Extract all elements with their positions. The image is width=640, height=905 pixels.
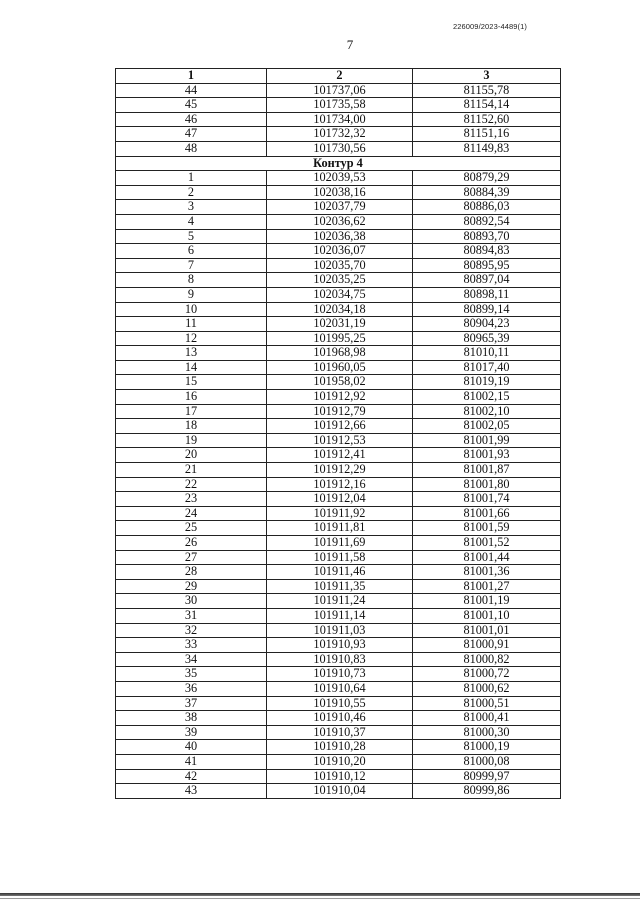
cell-y-coordinate: 80879,29 bbox=[413, 171, 561, 186]
cell-x-coordinate: 101912,29 bbox=[267, 463, 413, 478]
cell-point-number: 21 bbox=[116, 463, 267, 478]
cell-x-coordinate: 101910,64 bbox=[267, 681, 413, 696]
column-header-y: 3 bbox=[413, 69, 561, 84]
cell-x-coordinate: 102035,25 bbox=[267, 273, 413, 288]
cell-x-coordinate: 101910,46 bbox=[267, 711, 413, 726]
table-row bbox=[116, 375, 561, 390]
document-id: 226009/2023-4489(1) bbox=[452, 22, 527, 31]
table-row bbox=[116, 521, 561, 536]
cell-y-coordinate: 80965,39 bbox=[413, 331, 561, 346]
table-row bbox=[116, 302, 561, 317]
cell-y-coordinate: 80999,86 bbox=[413, 784, 561, 799]
cell-x-coordinate: 102035,70 bbox=[267, 258, 413, 273]
table-row bbox=[116, 536, 561, 551]
cell-point-number: 15 bbox=[116, 375, 267, 390]
cell-point-number: 37 bbox=[116, 696, 267, 711]
cell-y-coordinate: 81001,01 bbox=[413, 623, 561, 638]
table-body-previous-contour bbox=[116, 83, 561, 156]
cell-point-number: 48 bbox=[116, 141, 267, 156]
contour-heading-row bbox=[116, 156, 561, 171]
table-row bbox=[116, 112, 561, 127]
cell-point-number: 23 bbox=[116, 492, 267, 507]
cell-x-coordinate: 102039,53 bbox=[267, 171, 413, 186]
cell-point-number: 9 bbox=[116, 287, 267, 302]
cell-x-coordinate: 101911,58 bbox=[267, 550, 413, 565]
table-row bbox=[116, 579, 561, 594]
cell-y-coordinate: 81002,05 bbox=[413, 419, 561, 434]
cell-point-number: 46 bbox=[116, 112, 267, 127]
cell-x-coordinate: 101995,25 bbox=[267, 331, 413, 346]
cell-y-coordinate: 81000,82 bbox=[413, 652, 561, 667]
table-row bbox=[116, 273, 561, 288]
cell-y-coordinate: 81001,52 bbox=[413, 536, 561, 551]
cell-point-number: 31 bbox=[116, 608, 267, 623]
cell-x-coordinate: 101912,79 bbox=[267, 404, 413, 419]
table-row bbox=[116, 171, 561, 186]
cell-x-coordinate: 101734,00 bbox=[267, 112, 413, 127]
cell-y-coordinate: 81152,60 bbox=[413, 112, 561, 127]
cell-point-number: 30 bbox=[116, 594, 267, 609]
cell-x-coordinate: 101911,24 bbox=[267, 594, 413, 609]
cell-x-coordinate: 102034,75 bbox=[267, 287, 413, 302]
cell-x-coordinate: 101730,56 bbox=[267, 141, 413, 156]
table-row bbox=[116, 433, 561, 448]
table-header-row bbox=[116, 69, 561, 84]
cell-y-coordinate: 81001,66 bbox=[413, 506, 561, 521]
footer-rule bbox=[0, 893, 640, 896]
cell-y-coordinate: 81001,93 bbox=[413, 448, 561, 463]
cell-x-coordinate: 101910,93 bbox=[267, 638, 413, 653]
cell-point-number: 34 bbox=[116, 652, 267, 667]
cell-x-coordinate: 101737,06 bbox=[267, 83, 413, 98]
column-header-number: 1 bbox=[116, 69, 267, 84]
table-row bbox=[116, 550, 561, 565]
table-row bbox=[116, 419, 561, 434]
cell-x-coordinate: 101910,83 bbox=[267, 652, 413, 667]
cell-point-number: 28 bbox=[116, 565, 267, 580]
coordinates-table bbox=[115, 68, 561, 799]
cell-y-coordinate: 80895,95 bbox=[413, 258, 561, 273]
cell-x-coordinate: 101911,69 bbox=[267, 536, 413, 551]
cell-x-coordinate: 101911,81 bbox=[267, 521, 413, 536]
cell-x-coordinate: 101910,55 bbox=[267, 696, 413, 711]
table-row bbox=[116, 608, 561, 623]
table-row bbox=[116, 317, 561, 332]
cell-x-coordinate: 102036,07 bbox=[267, 244, 413, 259]
cell-y-coordinate: 81000,19 bbox=[413, 740, 561, 755]
cell-y-coordinate: 81001,87 bbox=[413, 463, 561, 478]
cell-y-coordinate: 81000,30 bbox=[413, 725, 561, 740]
cell-point-number: 35 bbox=[116, 667, 267, 682]
cell-point-number: 20 bbox=[116, 448, 267, 463]
cell-x-coordinate: 101732,32 bbox=[267, 127, 413, 142]
table-row bbox=[116, 390, 561, 405]
table-row bbox=[116, 200, 561, 215]
page-number: 7 bbox=[346, 37, 354, 52]
cell-x-coordinate: 101910,73 bbox=[267, 667, 413, 682]
cell-y-coordinate: 80892,54 bbox=[413, 214, 561, 229]
cell-y-coordinate: 81000,62 bbox=[413, 681, 561, 696]
table-row bbox=[116, 740, 561, 755]
cell-y-coordinate: 81000,41 bbox=[413, 711, 561, 726]
table-row bbox=[116, 696, 561, 711]
table-row bbox=[116, 754, 561, 769]
cell-y-coordinate: 81154,14 bbox=[413, 98, 561, 113]
cell-point-number: 3 bbox=[116, 200, 267, 215]
table-row bbox=[116, 667, 561, 682]
table-row bbox=[116, 346, 561, 361]
cell-point-number: 12 bbox=[116, 331, 267, 346]
cell-y-coordinate: 81001,44 bbox=[413, 550, 561, 565]
cell-y-coordinate: 81001,27 bbox=[413, 579, 561, 594]
cell-y-coordinate: 81017,40 bbox=[413, 360, 561, 375]
cell-point-number: 4 bbox=[116, 214, 267, 229]
column-header-x: 2 bbox=[267, 69, 413, 84]
table-row bbox=[116, 83, 561, 98]
cell-y-coordinate: 81001,10 bbox=[413, 608, 561, 623]
cell-point-number: 45 bbox=[116, 98, 267, 113]
table-row bbox=[116, 725, 561, 740]
cell-y-coordinate: 81000,72 bbox=[413, 667, 561, 682]
cell-point-number: 26 bbox=[116, 536, 267, 551]
cell-y-coordinate: 80884,39 bbox=[413, 185, 561, 200]
table-row bbox=[116, 404, 561, 419]
cell-y-coordinate: 81001,99 bbox=[413, 433, 561, 448]
cell-x-coordinate: 101911,46 bbox=[267, 565, 413, 580]
cell-x-coordinate: 101735,58 bbox=[267, 98, 413, 113]
cell-x-coordinate: 101911,03 bbox=[267, 623, 413, 638]
cell-y-coordinate: 81000,51 bbox=[413, 696, 561, 711]
cell-y-coordinate: 80898,11 bbox=[413, 287, 561, 302]
cell-y-coordinate: 81001,74 bbox=[413, 492, 561, 507]
table-row bbox=[116, 638, 561, 653]
cell-y-coordinate: 81149,83 bbox=[413, 141, 561, 156]
cell-x-coordinate: 101910,28 bbox=[267, 740, 413, 755]
cell-x-coordinate: 101911,14 bbox=[267, 608, 413, 623]
table-row bbox=[116, 784, 561, 799]
cell-point-number: 39 bbox=[116, 725, 267, 740]
cell-y-coordinate: 81155,78 bbox=[413, 83, 561, 98]
cell-y-coordinate: 80899,14 bbox=[413, 302, 561, 317]
cell-x-coordinate: 101912,16 bbox=[267, 477, 413, 492]
cell-point-number: 47 bbox=[116, 127, 267, 142]
cell-y-coordinate: 81001,36 bbox=[413, 565, 561, 580]
cell-x-coordinate: 102036,38 bbox=[267, 229, 413, 244]
cell-point-number: 8 bbox=[116, 273, 267, 288]
table-row bbox=[116, 652, 561, 667]
cell-x-coordinate: 101960,05 bbox=[267, 360, 413, 375]
cell-x-coordinate: 102038,16 bbox=[267, 185, 413, 200]
table-row bbox=[116, 463, 561, 478]
table-row bbox=[116, 711, 561, 726]
cell-y-coordinate: 81001,19 bbox=[413, 594, 561, 609]
cell-point-number: 32 bbox=[116, 623, 267, 638]
cell-x-coordinate: 102034,18 bbox=[267, 302, 413, 317]
table-row bbox=[116, 331, 561, 346]
cell-point-number: 10 bbox=[116, 302, 267, 317]
table-row bbox=[116, 360, 561, 375]
cell-x-coordinate: 101912,53 bbox=[267, 433, 413, 448]
cell-point-number: 25 bbox=[116, 521, 267, 536]
table-row bbox=[116, 477, 561, 492]
table-row bbox=[116, 492, 561, 507]
table-row bbox=[116, 141, 561, 156]
cell-point-number: 19 bbox=[116, 433, 267, 448]
table-row bbox=[116, 565, 561, 580]
cell-point-number: 33 bbox=[116, 638, 267, 653]
cell-y-coordinate: 81019,19 bbox=[413, 375, 561, 390]
cell-y-coordinate: 81002,15 bbox=[413, 390, 561, 405]
cell-point-number: 27 bbox=[116, 550, 267, 565]
cell-point-number: 38 bbox=[116, 711, 267, 726]
cell-y-coordinate: 80897,04 bbox=[413, 273, 561, 288]
cell-x-coordinate: 101958,02 bbox=[267, 375, 413, 390]
cell-y-coordinate: 81151,16 bbox=[413, 127, 561, 142]
cell-point-number: 44 bbox=[116, 83, 267, 98]
cell-point-number: 13 bbox=[116, 346, 267, 361]
cell-x-coordinate: 101912,04 bbox=[267, 492, 413, 507]
cell-point-number: 16 bbox=[116, 390, 267, 405]
table-row bbox=[116, 185, 561, 200]
cell-point-number: 7 bbox=[116, 258, 267, 273]
table-body-contour-4 bbox=[116, 171, 561, 799]
footer-rule-thin bbox=[0, 898, 640, 899]
table-row bbox=[116, 214, 561, 229]
table-row bbox=[116, 594, 561, 609]
cell-point-number: 17 bbox=[116, 404, 267, 419]
table-row bbox=[116, 769, 561, 784]
cell-point-number: 5 bbox=[116, 229, 267, 244]
cell-point-number: 14 bbox=[116, 360, 267, 375]
table-row bbox=[116, 127, 561, 142]
cell-y-coordinate: 81001,80 bbox=[413, 477, 561, 492]
table-row bbox=[116, 506, 561, 521]
cell-x-coordinate: 101911,35 bbox=[267, 579, 413, 594]
cell-y-coordinate: 80893,70 bbox=[413, 229, 561, 244]
cell-x-coordinate: 101910,37 bbox=[267, 725, 413, 740]
cell-point-number: 29 bbox=[116, 579, 267, 594]
cell-point-number: 6 bbox=[116, 244, 267, 259]
table-row bbox=[116, 681, 561, 696]
contour-heading-group bbox=[116, 156, 561, 171]
cell-point-number: 22 bbox=[116, 477, 267, 492]
cell-x-coordinate: 101910,20 bbox=[267, 754, 413, 769]
cell-y-coordinate: 80999,97 bbox=[413, 769, 561, 784]
table-row bbox=[116, 287, 561, 302]
cell-y-coordinate: 80904,23 bbox=[413, 317, 561, 332]
cell-x-coordinate: 101910,04 bbox=[267, 784, 413, 799]
cell-point-number: 24 bbox=[116, 506, 267, 521]
table-row bbox=[116, 623, 561, 638]
cell-point-number: 40 bbox=[116, 740, 267, 755]
cell-y-coordinate: 81010,11 bbox=[413, 346, 561, 361]
cell-x-coordinate: 102037,79 bbox=[267, 200, 413, 215]
cell-x-coordinate: 102031,19 bbox=[267, 317, 413, 332]
cell-point-number: 11 bbox=[116, 317, 267, 332]
cell-point-number: 1 bbox=[116, 171, 267, 186]
cell-point-number: 18 bbox=[116, 419, 267, 434]
cell-y-coordinate: 81000,91 bbox=[413, 638, 561, 653]
contour-heading: Контур 4 bbox=[116, 156, 561, 171]
cell-point-number: 2 bbox=[116, 185, 267, 200]
cell-y-coordinate: 81002,10 bbox=[413, 404, 561, 419]
cell-y-coordinate: 80894,83 bbox=[413, 244, 561, 259]
table-row bbox=[116, 229, 561, 244]
cell-x-coordinate: 101912,66 bbox=[267, 419, 413, 434]
table-row bbox=[116, 448, 561, 463]
cell-x-coordinate: 101910,12 bbox=[267, 769, 413, 784]
cell-x-coordinate: 102036,62 bbox=[267, 214, 413, 229]
cell-x-coordinate: 101912,92 bbox=[267, 390, 413, 405]
table-row bbox=[116, 258, 561, 273]
cell-y-coordinate: 81001,59 bbox=[413, 521, 561, 536]
cell-point-number: 42 bbox=[116, 769, 267, 784]
cell-y-coordinate: 81000,08 bbox=[413, 754, 561, 769]
cell-point-number: 41 bbox=[116, 754, 267, 769]
cell-point-number: 43 bbox=[116, 784, 267, 799]
table-row bbox=[116, 98, 561, 113]
cell-x-coordinate: 101968,98 bbox=[267, 346, 413, 361]
table-row bbox=[116, 244, 561, 259]
cell-y-coordinate: 80886,03 bbox=[413, 200, 561, 215]
cell-x-coordinate: 101912,41 bbox=[267, 448, 413, 463]
cell-x-coordinate: 101911,92 bbox=[267, 506, 413, 521]
cell-point-number: 36 bbox=[116, 681, 267, 696]
